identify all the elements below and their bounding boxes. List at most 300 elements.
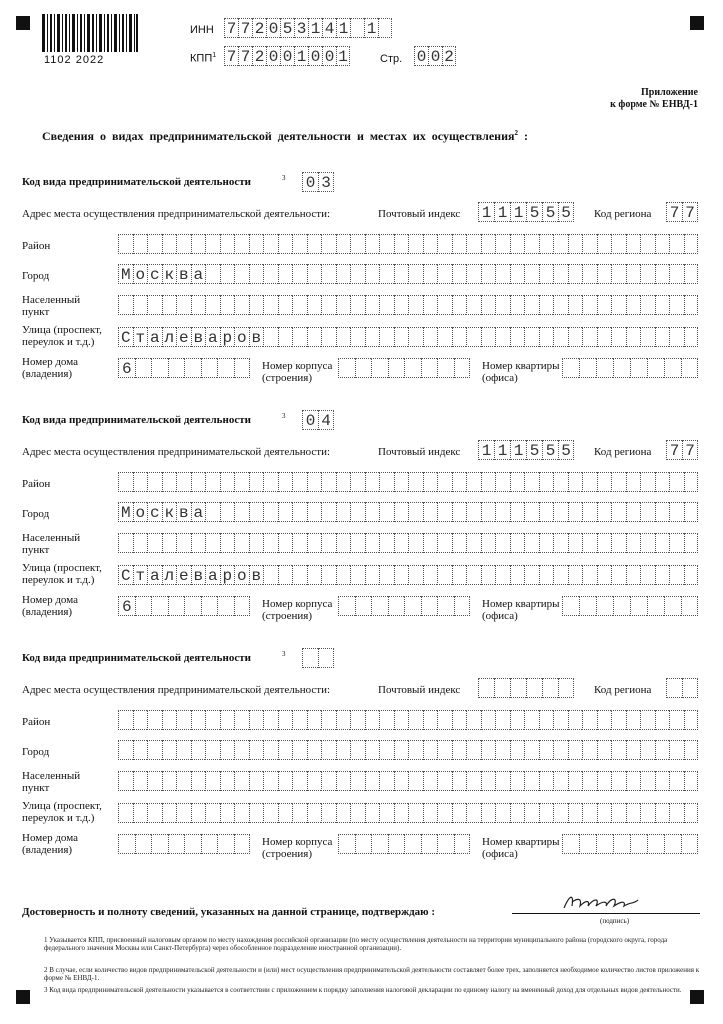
char-cell bbox=[452, 565, 467, 585]
char-cell bbox=[336, 533, 351, 553]
char-cell bbox=[421, 358, 438, 378]
char-cell bbox=[234, 771, 249, 791]
char-cell bbox=[553, 502, 568, 522]
char-cell bbox=[669, 710, 684, 730]
char-cell bbox=[263, 803, 278, 823]
char-cell bbox=[217, 834, 234, 854]
street-label-line-2: переулок и т.д.) bbox=[22, 574, 95, 586]
char-cell bbox=[394, 264, 409, 284]
char-cell bbox=[682, 678, 698, 698]
char-cell bbox=[234, 740, 249, 760]
char-cell bbox=[510, 327, 525, 347]
char-cell bbox=[191, 710, 206, 730]
char-cell: 4 bbox=[318, 410, 334, 430]
postal-index-label: Почтовый индекс bbox=[378, 446, 461, 458]
char-cell bbox=[466, 771, 481, 791]
char-cell bbox=[191, 771, 206, 791]
char-cell bbox=[292, 472, 307, 492]
city-label: Город bbox=[22, 270, 50, 282]
char-cell bbox=[553, 295, 568, 315]
char-cell: а bbox=[147, 327, 162, 347]
char-cell bbox=[278, 327, 293, 347]
char-cell: 5 bbox=[526, 440, 542, 460]
char-cell bbox=[350, 264, 365, 284]
char-cell bbox=[423, 740, 438, 760]
char-cell bbox=[596, 834, 613, 854]
char-cell bbox=[321, 710, 336, 730]
barcode-number: 1102 2022 bbox=[44, 54, 105, 66]
char-cell bbox=[133, 295, 148, 315]
apartment-label-line-1: Номер квартиры bbox=[482, 360, 560, 372]
inn-label: ИНН bbox=[190, 24, 214, 36]
char-cell: 7 bbox=[666, 440, 682, 460]
char-cell bbox=[263, 327, 278, 347]
char-cell bbox=[597, 771, 612, 791]
confirm-text: Достоверность и полноту сведений, указанных на данной странице, подтверждаю : bbox=[22, 906, 435, 918]
char-cell bbox=[404, 358, 421, 378]
char-cell bbox=[307, 295, 322, 315]
char-cell bbox=[321, 740, 336, 760]
char-cell: М bbox=[118, 264, 133, 284]
char-cell bbox=[263, 740, 278, 760]
char-cell bbox=[437, 710, 452, 730]
char-cell: 0 bbox=[302, 172, 318, 192]
char-cell bbox=[655, 502, 670, 522]
char-cell bbox=[664, 358, 681, 378]
char-cell bbox=[524, 565, 539, 585]
char-cell bbox=[640, 472, 655, 492]
char-cell bbox=[452, 771, 467, 791]
char-cell bbox=[151, 596, 168, 616]
char-cell bbox=[249, 472, 264, 492]
char-cell bbox=[481, 327, 496, 347]
char-cell bbox=[630, 596, 647, 616]
char-cell bbox=[495, 740, 510, 760]
char-cell bbox=[176, 234, 191, 254]
char-cell bbox=[582, 710, 597, 730]
char-cell bbox=[371, 834, 388, 854]
char-cell bbox=[421, 834, 438, 854]
char-cell bbox=[336, 264, 351, 284]
char-cell bbox=[350, 710, 365, 730]
char-cell: в bbox=[191, 565, 206, 585]
char-cell bbox=[562, 596, 579, 616]
char-cell bbox=[423, 327, 438, 347]
char-cell bbox=[684, 771, 699, 791]
building-field bbox=[338, 358, 470, 378]
char-cell bbox=[176, 533, 191, 553]
char-cell: т bbox=[133, 565, 148, 585]
char-cell bbox=[524, 472, 539, 492]
char-cell bbox=[234, 234, 249, 254]
char-cell bbox=[162, 803, 177, 823]
char-cell bbox=[597, 234, 612, 254]
char-cell: 7 bbox=[238, 46, 252, 66]
building-label-line-1: Номер корпуса bbox=[262, 598, 333, 610]
char-cell bbox=[307, 502, 322, 522]
char-cell bbox=[379, 472, 394, 492]
char-cell bbox=[135, 596, 152, 616]
activity-code-footnote-mark: 3 bbox=[282, 174, 286, 182]
char-cell bbox=[321, 472, 336, 492]
corner-marker-top-left bbox=[16, 16, 30, 30]
char-cell bbox=[510, 803, 525, 823]
char-cell bbox=[338, 358, 355, 378]
char-cell bbox=[681, 596, 698, 616]
char-cell bbox=[118, 803, 133, 823]
city-label: Город bbox=[22, 508, 50, 520]
char-cell bbox=[510, 234, 525, 254]
char-cell bbox=[423, 264, 438, 284]
char-cell bbox=[336, 565, 351, 585]
char-cell: 5 bbox=[542, 440, 558, 460]
char-cell: а bbox=[205, 327, 220, 347]
char-cell bbox=[307, 740, 322, 760]
char-cell bbox=[597, 565, 612, 585]
char-cell bbox=[437, 740, 452, 760]
char-cell bbox=[220, 740, 235, 760]
char-cell bbox=[336, 295, 351, 315]
char-cell bbox=[278, 740, 293, 760]
region-code-label: Код региона bbox=[594, 684, 652, 696]
char-cell bbox=[234, 472, 249, 492]
char-cell bbox=[147, 740, 162, 760]
char-cell bbox=[118, 740, 133, 760]
char-cell bbox=[568, 327, 583, 347]
char-cell bbox=[350, 234, 365, 254]
char-cell: 1 bbox=[510, 440, 526, 460]
char-cell bbox=[118, 295, 133, 315]
char-cell bbox=[666, 678, 682, 698]
char-cell bbox=[151, 358, 168, 378]
char-cell bbox=[466, 533, 481, 553]
settlement-label-line-2: пункт bbox=[22, 306, 50, 318]
char-cell bbox=[495, 234, 510, 254]
char-cell: р bbox=[220, 327, 235, 347]
char-cell bbox=[626, 740, 641, 760]
char-cell bbox=[336, 472, 351, 492]
address-label: Адрес места осуществления предпринимательской деятельности: bbox=[22, 446, 331, 458]
char-cell bbox=[684, 472, 699, 492]
char-cell bbox=[466, 327, 481, 347]
char-cell bbox=[220, 234, 235, 254]
char-cell bbox=[379, 264, 394, 284]
char-cell bbox=[553, 264, 568, 284]
activity-code-footnote-mark: 3 bbox=[282, 650, 286, 658]
char-cell bbox=[292, 234, 307, 254]
char-cell bbox=[404, 596, 421, 616]
char-cell bbox=[176, 771, 191, 791]
char-cell bbox=[307, 565, 322, 585]
building-label-line-2: (строения) bbox=[262, 372, 312, 384]
char-cell bbox=[263, 710, 278, 730]
char-cell bbox=[437, 358, 454, 378]
char-cell bbox=[558, 678, 574, 698]
char-cell bbox=[278, 264, 293, 284]
char-cell bbox=[611, 771, 626, 791]
char-cell bbox=[437, 533, 452, 553]
char-cell: 1 bbox=[308, 18, 322, 38]
char-cell bbox=[318, 648, 334, 668]
char-cell bbox=[220, 533, 235, 553]
building-label-line-1: Номер корпуса bbox=[262, 360, 333, 372]
char-cell bbox=[307, 771, 322, 791]
char-cell: 7 bbox=[224, 18, 238, 38]
char-cell: 7 bbox=[224, 46, 238, 66]
char-cell bbox=[454, 596, 471, 616]
char-cell bbox=[684, 710, 699, 730]
char-cell bbox=[147, 710, 162, 730]
char-cell bbox=[292, 740, 307, 760]
activity-code-label: Код вида предпринимательской деятельности bbox=[22, 176, 251, 188]
char-cell bbox=[466, 234, 481, 254]
char-cell bbox=[388, 834, 405, 854]
char-cell bbox=[655, 533, 670, 553]
char-cell bbox=[217, 358, 234, 378]
char-cell bbox=[524, 234, 539, 254]
char-cell bbox=[423, 234, 438, 254]
char-cell bbox=[626, 264, 641, 284]
char-cell bbox=[355, 834, 372, 854]
char-cell bbox=[669, 502, 684, 522]
char-cell bbox=[510, 740, 525, 760]
char-cell bbox=[669, 565, 684, 585]
char-cell bbox=[168, 834, 185, 854]
char-cell bbox=[421, 596, 438, 616]
char-cell bbox=[234, 596, 251, 616]
char-cell: М bbox=[118, 502, 133, 522]
char-cell: а bbox=[191, 502, 206, 522]
char-cell: 4 bbox=[322, 18, 336, 38]
annex-line-2: к форме № ЕНВД-1 bbox=[610, 99, 698, 110]
char-cell bbox=[655, 295, 670, 315]
char-cell bbox=[321, 295, 336, 315]
char-cell bbox=[481, 234, 496, 254]
char-cell: 7 bbox=[238, 18, 252, 38]
char-cell bbox=[568, 234, 583, 254]
char-cell bbox=[350, 740, 365, 760]
char-cell bbox=[321, 803, 336, 823]
char-cell: 1 bbox=[478, 202, 494, 222]
char-cell bbox=[640, 295, 655, 315]
house-label-line-2: (владения) bbox=[22, 844, 73, 856]
kpp-field bbox=[224, 46, 350, 66]
char-cell bbox=[611, 264, 626, 284]
house-field bbox=[118, 834, 250, 854]
apartment-field bbox=[562, 358, 698, 378]
char-cell bbox=[664, 834, 681, 854]
char-cell bbox=[437, 264, 452, 284]
char-cell bbox=[626, 234, 641, 254]
char-cell bbox=[423, 502, 438, 522]
char-cell bbox=[568, 502, 583, 522]
char-cell bbox=[539, 533, 554, 553]
char-cell: 0 bbox=[302, 410, 318, 430]
signature-line bbox=[512, 913, 700, 914]
activity-code-field bbox=[302, 648, 334, 668]
char-cell bbox=[176, 710, 191, 730]
char-cell bbox=[611, 803, 626, 823]
street-field bbox=[118, 327, 698, 347]
char-cell bbox=[626, 710, 641, 730]
char-cell bbox=[664, 596, 681, 616]
char-cell bbox=[365, 803, 380, 823]
char-cell bbox=[408, 295, 423, 315]
char-cell bbox=[408, 264, 423, 284]
street-label-line-2: переулок и т.д.) bbox=[22, 812, 95, 824]
char-cell bbox=[478, 678, 494, 698]
char-cell bbox=[162, 533, 177, 553]
char-cell bbox=[234, 710, 249, 730]
char-cell bbox=[184, 834, 201, 854]
char-cell bbox=[423, 533, 438, 553]
char-cell bbox=[302, 648, 318, 668]
char-cell: 6 bbox=[118, 358, 135, 378]
char-cell bbox=[278, 502, 293, 522]
city-field bbox=[118, 502, 698, 522]
char-cell bbox=[640, 565, 655, 585]
char-cell bbox=[669, 740, 684, 760]
char-cell: 3 bbox=[318, 172, 334, 192]
char-cell bbox=[655, 327, 670, 347]
char-cell bbox=[176, 803, 191, 823]
char-cell bbox=[220, 472, 235, 492]
char-cell bbox=[176, 472, 191, 492]
char-cell bbox=[669, 327, 684, 347]
char-cell bbox=[379, 740, 394, 760]
char-cell bbox=[553, 565, 568, 585]
char-cell bbox=[437, 803, 452, 823]
char-cell bbox=[278, 533, 293, 553]
char-cell: 0 bbox=[428, 46, 442, 66]
char-cell bbox=[338, 596, 355, 616]
char-cell bbox=[371, 358, 388, 378]
house-label-line-1: Номер дома bbox=[22, 594, 78, 606]
char-cell bbox=[495, 502, 510, 522]
char-cell bbox=[350, 18, 364, 38]
char-cell bbox=[365, 710, 380, 730]
char-cell bbox=[510, 710, 525, 730]
char-cell bbox=[307, 327, 322, 347]
char-cell bbox=[394, 327, 409, 347]
char-cell bbox=[647, 358, 664, 378]
char-cell bbox=[684, 533, 699, 553]
char-cell bbox=[510, 771, 525, 791]
char-cell bbox=[630, 358, 647, 378]
char-cell bbox=[408, 740, 423, 760]
char-cell bbox=[278, 472, 293, 492]
char-cell bbox=[582, 771, 597, 791]
char-cell bbox=[168, 596, 185, 616]
char-cell bbox=[394, 565, 409, 585]
char-cell: 7 bbox=[682, 202, 698, 222]
char-cell bbox=[355, 596, 372, 616]
char-cell bbox=[684, 565, 699, 585]
char-cell: а bbox=[205, 565, 220, 585]
char-cell bbox=[133, 710, 148, 730]
char-cell bbox=[681, 834, 698, 854]
char-cell bbox=[553, 533, 568, 553]
char-cell bbox=[423, 295, 438, 315]
city-field bbox=[118, 264, 698, 284]
char-cell bbox=[394, 533, 409, 553]
char-cell: 5 bbox=[526, 202, 542, 222]
char-cell bbox=[655, 710, 670, 730]
char-cell bbox=[263, 472, 278, 492]
signature-image bbox=[560, 890, 640, 914]
char-cell bbox=[118, 771, 133, 791]
char-cell bbox=[466, 803, 481, 823]
char-cell bbox=[613, 834, 630, 854]
char-cell bbox=[626, 533, 641, 553]
char-cell bbox=[263, 234, 278, 254]
char-cell bbox=[582, 472, 597, 492]
char-cell bbox=[582, 234, 597, 254]
char-cell bbox=[292, 264, 307, 284]
char-cell: 1 bbox=[336, 18, 350, 38]
char-cell bbox=[684, 234, 699, 254]
char-cell bbox=[669, 803, 684, 823]
char-cell bbox=[162, 472, 177, 492]
address-label: Адрес места осуществления предпринимательской деятельности: bbox=[22, 684, 331, 696]
char-cell: 2 bbox=[442, 46, 456, 66]
activity-code-footnote-mark: 3 bbox=[282, 412, 286, 420]
char-cell bbox=[404, 834, 421, 854]
char-cell bbox=[292, 502, 307, 522]
char-cell bbox=[133, 472, 148, 492]
char-cell bbox=[524, 533, 539, 553]
char-cell bbox=[263, 533, 278, 553]
char-cell bbox=[234, 533, 249, 553]
char-cell bbox=[220, 264, 235, 284]
char-cell bbox=[307, 264, 322, 284]
char-cell bbox=[350, 565, 365, 585]
char-cell bbox=[151, 834, 168, 854]
char-cell bbox=[553, 740, 568, 760]
char-cell bbox=[495, 327, 510, 347]
char-cell bbox=[582, 264, 597, 284]
district-field bbox=[118, 710, 698, 730]
char-cell bbox=[568, 472, 583, 492]
char-cell bbox=[168, 358, 185, 378]
char-cell bbox=[582, 295, 597, 315]
char-cell: 2 bbox=[252, 18, 266, 38]
settlement-label-line-1: Населенный bbox=[22, 532, 81, 544]
char-cell bbox=[495, 472, 510, 492]
char-cell bbox=[553, 234, 568, 254]
footnote-2: 2 В случае, если количество видов предпринимательской деятельности и (или) мест осуществления предпринимательской деятельности составляет более трех, заполняется необходимое количество листов приложения к форме № ЕНВД-1. bbox=[44, 966, 700, 982]
char-cell bbox=[452, 803, 467, 823]
char-cell bbox=[234, 264, 249, 284]
char-cell bbox=[292, 295, 307, 315]
apartment-label-line-1: Номер квартиры bbox=[482, 598, 560, 610]
char-cell: в bbox=[191, 327, 206, 347]
char-cell bbox=[611, 327, 626, 347]
char-cell: 1 bbox=[294, 46, 308, 66]
char-cell bbox=[321, 502, 336, 522]
char-cell bbox=[394, 295, 409, 315]
char-cell bbox=[365, 565, 380, 585]
char-cell bbox=[423, 771, 438, 791]
char-cell bbox=[118, 834, 135, 854]
char-cell bbox=[205, 502, 220, 522]
char-cell bbox=[582, 565, 597, 585]
corner-marker-top-right bbox=[690, 16, 704, 30]
char-cell bbox=[394, 771, 409, 791]
char-cell bbox=[220, 710, 235, 730]
char-cell bbox=[423, 565, 438, 585]
char-cell bbox=[597, 803, 612, 823]
